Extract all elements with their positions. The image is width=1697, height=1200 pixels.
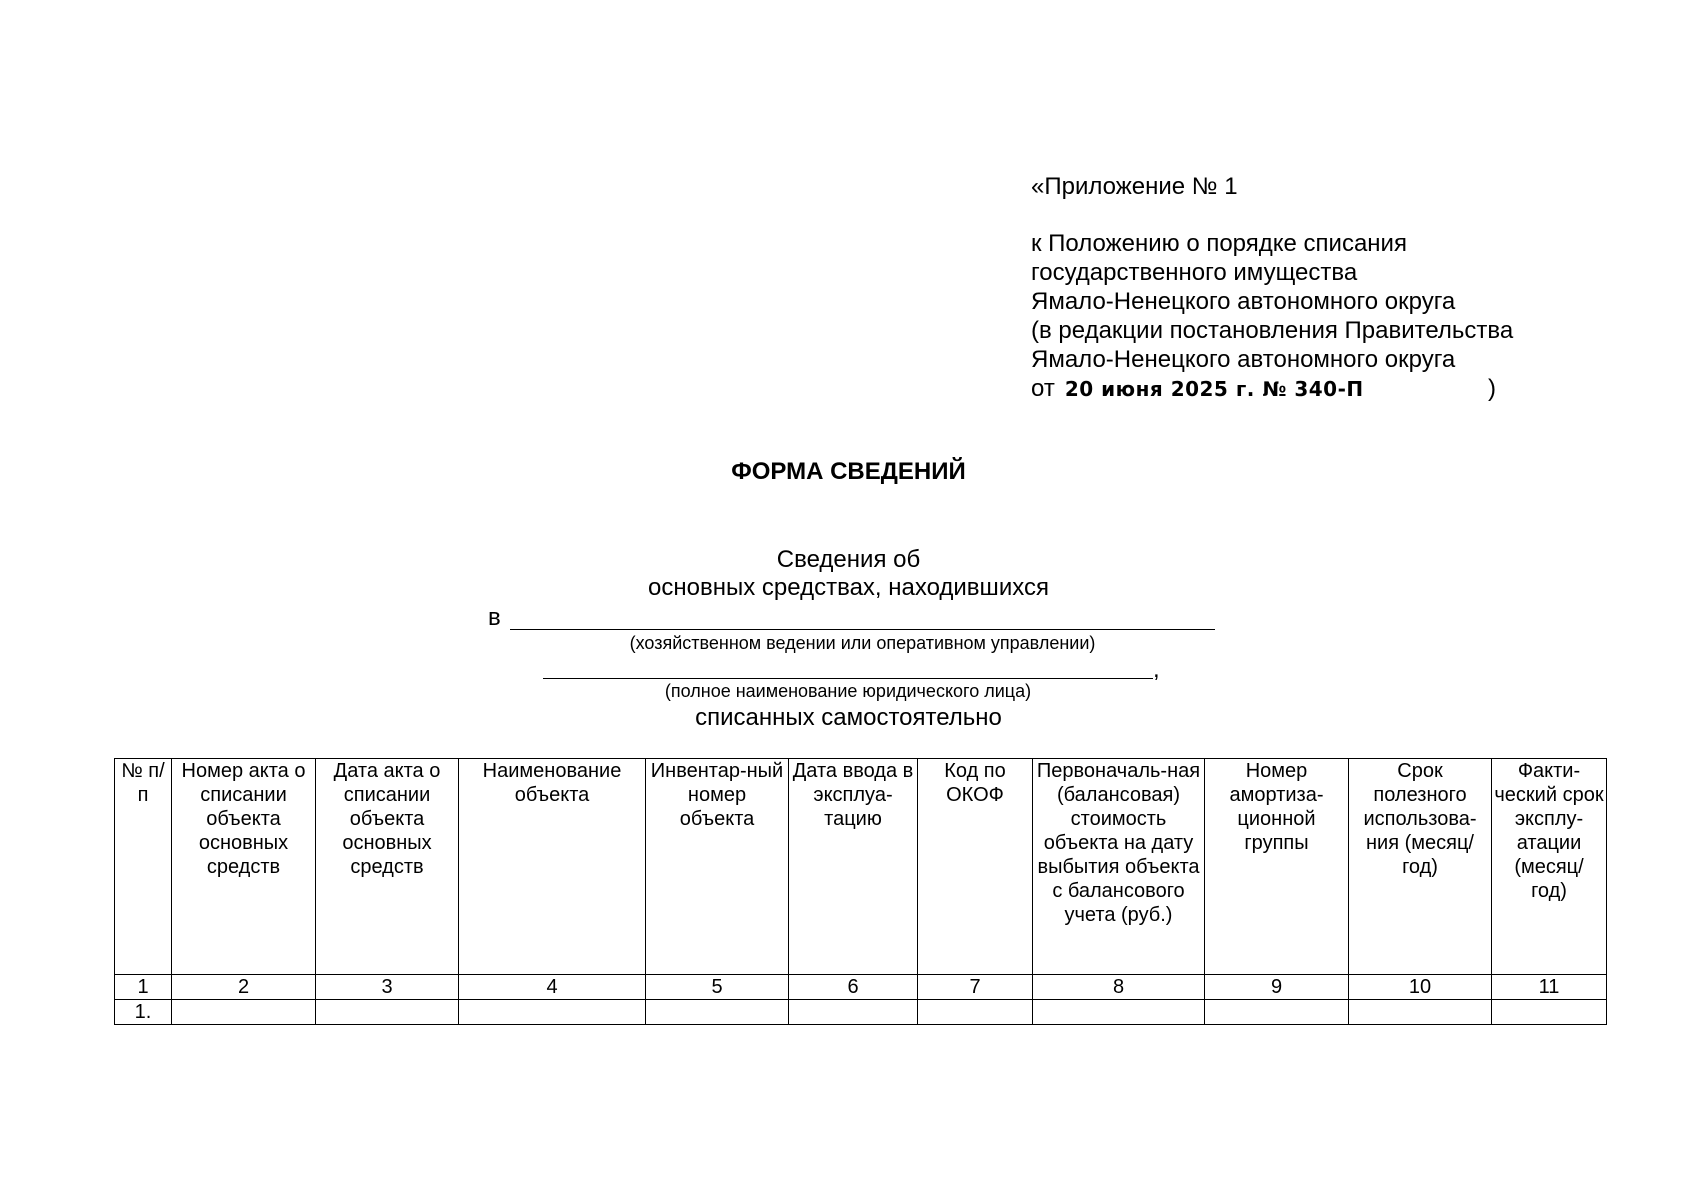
column-header: Номер акта о списании объекта основных средств (172, 759, 316, 975)
column-header: Дата акта о списании объекта основных средств (316, 759, 459, 975)
table-cell (1033, 1000, 1205, 1025)
date-prefix: от (1031, 375, 1055, 402)
appendix-block (1031, 172, 1513, 404)
appendix-date-line (1031, 374, 1513, 404)
column-number: 5 (646, 975, 789, 1000)
table-cell (646, 1000, 789, 1025)
appendix-line: Ямало-Ненецкого автономного округа (1031, 288, 1456, 315)
appendix-line: (в редакции постановления Правительства (1031, 317, 1514, 344)
column-header: Факти-ческий срок эксплу-атации (месяц/ год) (1492, 759, 1607, 975)
column-number: 3 (316, 975, 459, 1000)
blank-line-entity-name (543, 678, 1153, 679)
column-header: Первоначаль-ная (балансовая) стоимость объекта на дату выбытия объекта с балансового учета (руб.) (1033, 759, 1205, 975)
form-title: ФОРМА СВЕДЕНИЙ (731, 458, 966, 485)
appendix-line: Ямало-Ненецкого автономного округа (1031, 346, 1456, 373)
appendix-line: государственного имущества (1031, 259, 1358, 286)
table-cell (1492, 1000, 1607, 1025)
table-cell (1205, 1000, 1349, 1025)
column-number: 1 (115, 975, 172, 1000)
table-cell (1349, 1000, 1492, 1025)
column-number: 10 (1349, 975, 1492, 1000)
table-cell (789, 1000, 918, 1025)
column-header: Наименование объекта (459, 759, 646, 975)
column-header: Номер амортиза-ционной группы (1205, 759, 1349, 975)
column-header: Инвентар-ный номер объекта (646, 759, 789, 975)
column-header: Код по ОКОФ (918, 759, 1033, 975)
comma: , (1153, 656, 1160, 683)
column-number: 7 (918, 975, 1033, 1000)
appendix-line: к Положению о порядке списания (1031, 230, 1407, 257)
hint-management: (хозяйственном ведении или оперативном управлении) (629, 633, 1096, 653)
blank-line-management (510, 629, 1215, 630)
column-number: 11 (1492, 975, 1607, 1000)
hint-entity-name: (полное наименование юридического лица) (664, 681, 1032, 701)
column-number-row (115, 975, 1607, 1000)
assets-table (114, 758, 1607, 1025)
column-header: № п/п (115, 759, 172, 975)
table-row (115, 1000, 1607, 1025)
column-header: Дата ввода в эксплуа-тацию (789, 759, 918, 975)
intro-line-1: Сведения об (776, 546, 921, 573)
date-stamp: 20 июня 2025 г. № 340-П (1064, 377, 1364, 401)
table-cell (918, 1000, 1033, 1025)
v-prefix: в (488, 604, 501, 631)
column-header: Срок полезного использова-ния (месяц/год) (1349, 759, 1492, 975)
appendix-title: «Приложение № 1 (1031, 173, 1238, 200)
intro-line-3: списанных самостоятельно (695, 704, 1002, 731)
table-cell (316, 1000, 459, 1025)
column-number: 8 (1033, 975, 1205, 1000)
table-cell (172, 1000, 316, 1025)
table-header-row (115, 759, 1607, 975)
column-number: 4 (459, 975, 646, 1000)
column-number: 9 (1205, 975, 1349, 1000)
table-cell: 1. (115, 1000, 172, 1025)
closing-paren: ) (1488, 375, 1496, 402)
column-number: 2 (172, 975, 316, 1000)
column-number: 6 (789, 975, 918, 1000)
intro-line-2: основных средствах, находившихся (648, 574, 1049, 601)
table-cell (459, 1000, 646, 1025)
